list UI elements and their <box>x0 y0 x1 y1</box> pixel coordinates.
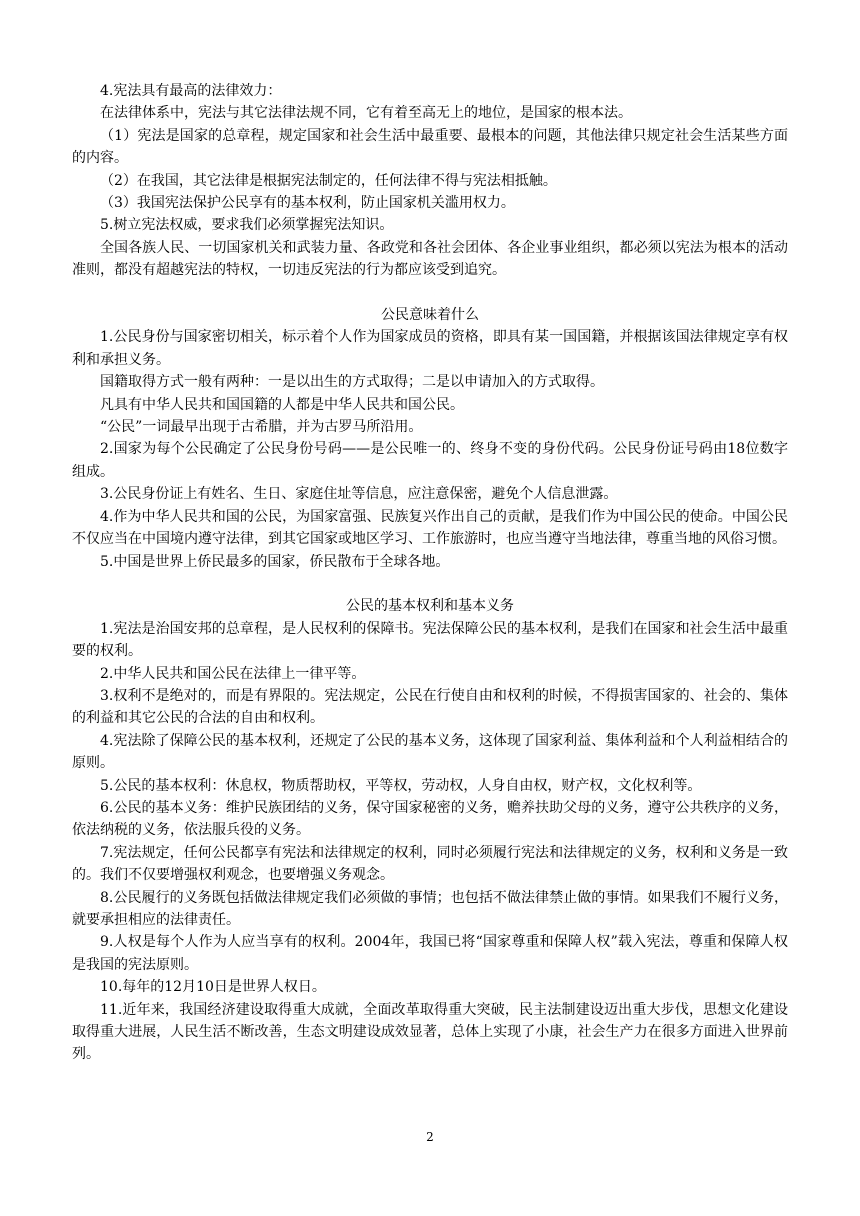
section-gap <box>72 282 788 304</box>
paragraph: 国籍取得方式一般有两种：一是以出生的方式取得；二是以申请加入的方式取得。 <box>100 374 604 391</box>
paragraph: 2.中华人民共和国公民在法律上一律平等。 <box>100 665 366 682</box>
paragraph: 1.公民身份与国家密切相关，标示着个人作为国家成员的资格，即具有某一国国籍，并根据该国法律规定享有权利和承担义务。 <box>72 329 788 368</box>
paragraph: （3）我国宪法保护公民享有的基本权利，防止国家机关滥用权力。 <box>100 195 515 212</box>
paragraph: 11.近年来，我国经济建设取得重大成就，全面改革取得重大突破，民主法制建设迈出重大步伐，思想文化建设取得重大进展，人民生活不断改善，生态文明建设成效显著，总体上实现了小康，社会生产力在很多方面进入世界前列。 <box>72 1001 788 1063</box>
paragraph: “公民”一词最早出现于古希腊，并为古罗马所沿用。 <box>100 419 423 436</box>
page-number: 2 <box>426 1130 434 1144</box>
paragraph: （1）宪法是国家的总章程，规定国家和社会生活中最重要、最根本的问题，其他法律只规定社会生活某些方面的内容。 <box>72 127 788 167</box>
paragraph: 凡具有中华人民共和国国籍的人都是中华人民共和国公民。 <box>100 396 464 413</box>
section-gap <box>72 573 788 595</box>
paragraph: 9.人权是每个人作为人应当享有的权利。2004年，我国已将“国家尊重和保障人权”载入宪法，尊重和保障人权是我国的宪法原则。 <box>72 934 788 973</box>
paragraph: 10.每年的12月10日是世界人权日。 <box>100 979 326 996</box>
paragraph: 5.中国是世界上侨民最多的国家，侨民散布于全球各地。 <box>100 553 450 570</box>
paragraph: 4.宪法具有最高的法律效力： <box>100 83 282 99</box>
paragraph: 5.公民的基本权利：休息权，物质帮助权，平等权，劳动权，人身自由权，财产权，文化权利等。 <box>100 777 702 794</box>
section-heading: 公民的基本权利和基本义务 <box>346 598 514 615</box>
section-heading: 公民意味着什么 <box>381 307 479 324</box>
paragraph: 5.树立宪法权威，要求我们必须掌握宪法知识。 <box>100 217 394 234</box>
paragraph: 7.宪法规定，任何公民都享有宪法和法律规定的权利，同时必须履行宪法和法律规定的义务，权利和义务是一致的。我们不仅要增强权利观念，也要增强义务观念。 <box>72 844 788 884</box>
paragraph: 8.公民履行的义务既包括做法律规定我们必须做的事情；也包括不做法律禁止做的事情。如果我们不履行义务，就要承担相应的法律责任。 <box>72 889 788 928</box>
paragraph: 2.国家为每个公民确定了公民身份号码——是公民唯一的、终身不变的身份代码。公民身份证号码由18位数字组成。 <box>72 441 788 480</box>
document-body <box>72 80 788 1066</box>
paragraph: 6.公民的基本义务：维护民族团结的义务，保守国家秘密的义务，赡养扶助父母的义务，遵守公共秩序的义务，依法纳税的义务，依法服兵役的义务。 <box>72 799 788 839</box>
paragraph: 4.作为中华人民共和国的公民，为国家富强、民族复兴作出自己的贡献，是我们作为中国公民的使命。中国公民不仅应当在中国境内遵守法律，到其它国家或地区学习、工作旅游时，也应当遵守当地法律，尊重当地的风俗习惯。 <box>72 508 788 548</box>
paragraph: 全国各族人民、一切国家机关和武装力量、各政党和各社会团体、各企业事业组织，都必须以宪法为根本的活动准则，都没有超越宪法的特权，一切违反宪法的行为都应该受到追究。 <box>72 239 788 279</box>
paragraph: 3.公民身份证上有姓名、生日、家庭住址等信息，应注意保密，避免个人信息泄露。 <box>100 486 618 503</box>
section-constitution-supremacy <box>72 80 788 282</box>
paragraph: 1.宪法是治国安邦的总章程，是人民权利的保障书。宪法保障公民的基本权利，是我们在国家和社会生活中最重要的权利。 <box>72 620 788 660</box>
section-citizen-meaning <box>72 304 788 573</box>
paragraph: 3.权利不是绝对的，而是有界限的。宪法规定，公民在行使自由和权利的时候，不得损害国家的、社会的、集体的利益和其它公民的合法的自由和权利。 <box>72 687 788 727</box>
section-rights-duties <box>72 595 788 1066</box>
paragraph: 4.宪法除了保障公民的基本权利，还规定了公民的基本义务，这体现了国家利益、集体利益和个人利益相结合的原则。 <box>72 732 788 772</box>
paragraph: 在法律体系中，宪法与其它法律法规不同，它有着至高无上的地位，是国家的根本法。 <box>100 105 632 122</box>
paragraph: （2）在我国，其它法律是根据宪法制定的，任何法律不得与宪法相抵触。 <box>100 172 557 189</box>
